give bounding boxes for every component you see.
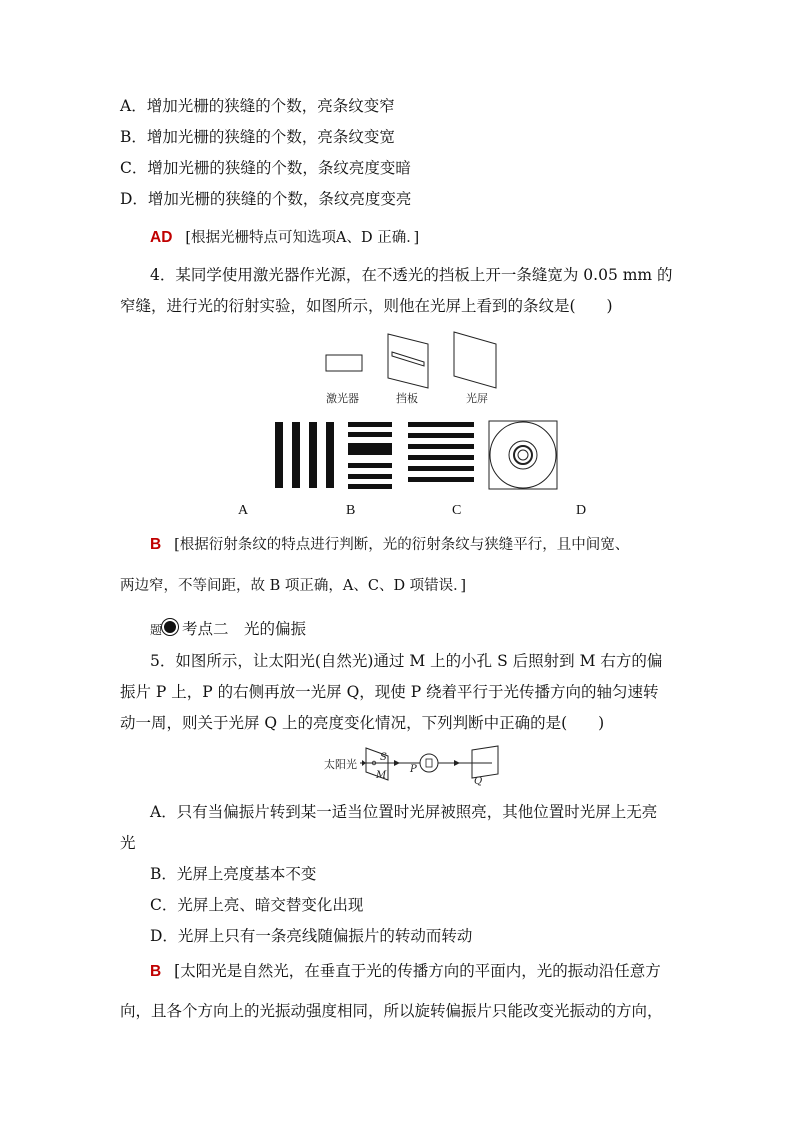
q5-stem-line1: 5．如图所示，让太阳光(自然光)通过 M 上的小孔 S 后照射到 M 右方的偏 — [150, 652, 663, 670]
label-plate: 挡板 — [396, 392, 418, 405]
section-bullet-icon — [162, 619, 178, 635]
q5-answer-line2: 向，且各个方向上的光振动强度相同，所以旋转偏振片只能改变光振动的方向， — [120, 1002, 663, 1020]
pattern-label-c: C — [452, 503, 462, 518]
q3-option-d: D．增加光栅的狭缝的个数，条纹亮度变亮 — [120, 190, 412, 208]
arrow-icon — [362, 760, 366, 766]
q5-option-b: B．光屏上亮度基本不变 — [150, 865, 317, 883]
screen-shape — [454, 332, 496, 388]
screen-q-shape — [472, 746, 498, 778]
section-prefix: 题 — [150, 623, 163, 637]
q3-answer-text: [根据光栅特点可知选项A、D 正确．] — [185, 230, 420, 246]
slit-shape — [392, 352, 424, 366]
q3-answer-letters: AD — [150, 229, 173, 246]
q5-answer-letter: B — [150, 963, 162, 980]
q5-option-a-cont: 光 — [120, 834, 136, 852]
q5-answer-line1 — [150, 960, 661, 983]
q5-option-d: D．光屏上只有一条亮线随偏振片的转动而转动 — [150, 927, 473, 945]
q5-stem-line2: 振片 P 上，P 的右侧再放一光屏 Q，现使 P 绕着平行于光传播方向的轴匀速转 — [120, 683, 659, 701]
pattern-c — [406, 418, 476, 492]
section-title: 考点二 光的偏振 — [182, 620, 307, 638]
polarizer-p-shape — [420, 754, 438, 772]
q4-stem-line1: 4．某同学使用激光器作光源，在不透光的挡板上开一条缝宽为 0.05 mm 的 — [150, 266, 673, 284]
laser-shape — [326, 355, 362, 371]
q4-answer-line2: 两边窄，不等间距，故 B 项正确，A、C、D 项错误．] — [120, 578, 467, 594]
q5-answer-text1: [太阳光是自然光，在垂直于光的传播方向的平面内，光的振动沿任意方 — [174, 962, 661, 980]
q5-option-c: C．光屏上亮、暗交替变化出现 — [150, 896, 364, 914]
label-q: Q — [474, 776, 483, 787]
section-heading — [150, 618, 306, 641]
label-m: M — [376, 770, 387, 781]
pattern-b — [344, 418, 396, 492]
q4-answer-line1 — [150, 533, 629, 556]
label-laser: 激光器 — [326, 392, 359, 405]
arrow-icon — [394, 760, 400, 766]
q3-option-b: B．增加光栅的狭缝的个数，亮条纹变宽 — [120, 128, 395, 146]
pattern-label-b: B — [346, 503, 356, 518]
q4-stem-line2: 窄缝，进行光的衍射实验，如图所示，则他在光屏上看到的条纹是( ) — [120, 297, 613, 315]
pattern-d — [486, 418, 560, 492]
label-s: S — [380, 752, 387, 763]
label-screen: 光屏 — [466, 392, 488, 405]
q3-answer — [150, 226, 419, 249]
pattern-label-a: A — [238, 503, 249, 518]
pattern-label-d: D — [576, 503, 587, 518]
pattern-a — [270, 418, 340, 492]
arrow-icon — [454, 760, 460, 766]
q3-option-c: C．增加光栅的狭缝的个数，条纹亮度变暗 — [120, 159, 411, 177]
q4-answer-letter: B — [150, 536, 162, 553]
label-sunlight: 太阳光 — [324, 758, 357, 771]
q3-option-a: A．增加光栅的狭缝的个数，亮条纹变窄 — [120, 97, 395, 115]
q5-option-a: A．只有当偏振片转到某一适当位置时光屏被照亮，其他位置时光屏上无亮 — [150, 803, 658, 821]
q4-apparatus-figure — [320, 330, 520, 390]
q4-answer-text1: [根据衍射条纹的特点进行判断，光的衍射条纹与狭缝平行，且中间宽、 — [174, 537, 630, 553]
label-p: P — [410, 764, 417, 775]
q5-stem-line3: 动一周，则关于光屏 Q 上的亮度变化情况，下列判断中正确的是( ) — [120, 714, 605, 732]
